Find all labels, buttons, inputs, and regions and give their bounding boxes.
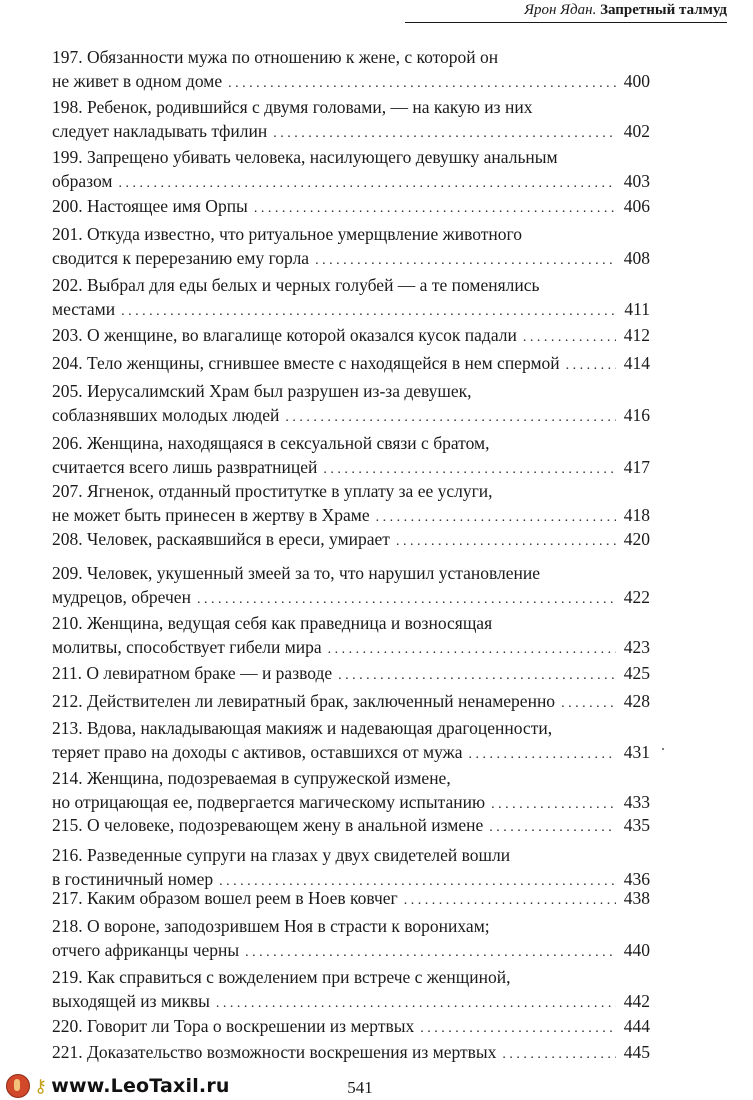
- toc-entry-page-number: 406: [623, 196, 650, 216]
- running-head-author: Ярон Ядан.: [524, 2, 597, 18]
- toc-entry[interactable]: [52, 966, 650, 1015]
- toc-entry[interactable]: [52, 528, 650, 554]
- toc-entry-last-line: [52, 791, 650, 817]
- toc-entry-page-number: 444: [623, 1016, 650, 1036]
- toc-entry-title-line: отчего африканцы черны: [52, 939, 240, 960]
- toc-entry-title-line: 217. Каким образом вошел реем в Ноев ковчег: [52, 888, 398, 908]
- toc-entry-page-number: 414: [623, 353, 650, 373]
- toc-entry-last-line: [52, 887, 650, 913]
- toc-entry[interactable]: [52, 562, 650, 611]
- toc-entry-page-number: 428: [623, 691, 650, 711]
- dot-leader: [489, 816, 616, 840]
- toc-entry-title-line: в гостиничный номер: [52, 868, 214, 889]
- toc-entry[interactable]: [52, 1015, 650, 1041]
- toc-entry-page-number: 442: [623, 990, 650, 1011]
- toc-entry[interactable]: [52, 887, 650, 913]
- toc-entry[interactable]: [52, 480, 650, 529]
- dot-leader: [228, 72, 616, 96]
- dot-leader: [315, 249, 616, 273]
- toc-entry-page-number: 436: [623, 868, 650, 889]
- toc-entry-title-line: мудрецов, обречен: [52, 586, 191, 607]
- toc-entry-title-line: 220. Говорит ли Тора о воскрешении из мертвых: [52, 1016, 415, 1036]
- dot-leader: [468, 743, 616, 767]
- watermark-site-link[interactable]: www.LeoTaxil.ru: [51, 1075, 230, 1097]
- toc-entry[interactable]: [52, 324, 650, 350]
- watermark-logo[interactable]: [6, 1074, 238, 1098]
- toc-entry[interactable]: [52, 1041, 650, 1067]
- toc-entry-title-line: 197. Обязанности мужа по отношению к жене, с которой он: [52, 47, 499, 67]
- toc-entry[interactable]: [52, 380, 650, 429]
- toc-entry[interactable]: [52, 814, 650, 840]
- toc-entry-page-number: 417: [623, 456, 650, 477]
- toc-entry-last-line: [52, 195, 650, 221]
- toc-entry-title-line: следует накладывать тфилин: [52, 120, 268, 141]
- toc-entry-title-line: 216. Разведенные супруги на глазах у двух свидетелей вошли: [52, 845, 511, 865]
- toc-entry-title-line: выходящей из миквы: [52, 990, 210, 1011]
- toc-entry-title-line: но отрицающая ее, подвергается магическому испытанию: [52, 791, 486, 812]
- dot-leader: [404, 889, 616, 913]
- dot-leader: [338, 664, 616, 688]
- toc-entry-title-line: теряет право на доходы с активов, оставшихся от мужа: [52, 741, 463, 762]
- toc-entry-page-number: 440: [623, 939, 650, 960]
- page-number: 541: [347, 1078, 373, 1097]
- toc-entry-title-line: 215. О человеке, подозревающем жену в анальной измене: [52, 815, 484, 835]
- toc-entry-title-line: 205. Иерусалимский Храм был разрушен из-за девушек,: [52, 381, 472, 401]
- toc-entry-page-number: 402: [623, 120, 650, 141]
- running-head: [405, 0, 727, 23]
- dot-leader: [502, 1043, 616, 1067]
- jester-badge-icon: [6, 1074, 30, 1098]
- toc-entry-last-line: [52, 814, 650, 840]
- toc-entry-last-line: [52, 120, 650, 146]
- key-icon: ⚷: [34, 1075, 48, 1096]
- running-head-title: Запретный талмуд: [600, 2, 727, 18]
- dot-leader: [254, 197, 616, 221]
- toc-entry-title-line: 201. Откуда известно, что ритуальное умерщвление животного: [52, 224, 523, 244]
- toc-entry-title-line: 206. Женщина, находящаяся в сексуальной связи с братом,: [52, 433, 490, 453]
- toc-entry-title-line: не может быть принесен в жертву в Храме: [52, 504, 370, 525]
- toc-entry-title-line: 199. Запрещено убивать человека, насилующего девушку анальным: [52, 147, 558, 167]
- toc-entry-page-number: 435: [623, 815, 650, 835]
- toc-entry-last-line: [52, 504, 650, 530]
- dot-leader: [566, 354, 616, 378]
- toc-entry-page-number: 438: [623, 888, 650, 908]
- toc-entry-title-line: 211. О левиратном браке — и разводе: [52, 663, 333, 683]
- toc-entry-last-line: [52, 741, 650, 767]
- toc-entry[interactable]: [52, 195, 650, 221]
- dot-leader: [216, 992, 616, 1016]
- dot-leader: [273, 122, 616, 146]
- dot-leader: [118, 172, 616, 196]
- toc-entry-title-line: 198. Ребенок, родившийся с двумя головами, — на какую из них: [52, 97, 533, 117]
- toc-entry[interactable]: [52, 146, 650, 195]
- toc-entry-title-line: 212. Действителен ли левиратный брак, заключенный ненамеренно: [52, 691, 556, 711]
- toc-entry-title-line: 213. Вдова, накладывающая макияж и надевающая драгоценности,: [52, 718, 553, 738]
- toc-entry-page-number: 445: [623, 1042, 650, 1062]
- dot-leader: [285, 406, 616, 430]
- toc-entry-page-number: 416: [623, 404, 650, 425]
- toc-entry-title-line: считается всего лишь развратницей: [52, 456, 318, 477]
- toc-entry-title-line: 200. Настоящее имя Орпы: [52, 196, 248, 216]
- toc-entry-last-line: [52, 352, 650, 378]
- toc-entry[interactable]: [52, 844, 650, 893]
- toc-entry-title-line: 207. Ягненок, отданный проститутке в уплату за ее услуги,: [52, 481, 493, 501]
- toc-entry-title-line: 218. О вороне, заподозрившем Ноя в страсти к воронихам;: [52, 916, 490, 936]
- toc-entry-page-number: 423: [623, 636, 650, 657]
- scan-speck: [662, 748, 664, 750]
- toc-entry-page-number: 418: [623, 504, 650, 525]
- toc-entry-title-line: 204. Тело женщины, сгнившее вместе с находящейся в нем спермой: [52, 353, 560, 373]
- toc-entry-last-line: [52, 1015, 650, 1041]
- toc-entry-title-line: соблазнявших молодых людей: [52, 404, 280, 425]
- dot-leader: [245, 941, 616, 965]
- toc-entry-last-line: [52, 170, 650, 196]
- toc-entry[interactable]: [52, 717, 650, 766]
- toc-entry[interactable]: [52, 274, 650, 323]
- toc-entry[interactable]: [52, 96, 650, 145]
- dot-leader: [376, 506, 616, 530]
- dot-leader: [328, 638, 616, 662]
- toc-entry-last-line: [52, 324, 650, 350]
- toc-entry-title-line: 203. О женщине, во влагалище которой оказался кусок падали: [52, 325, 517, 345]
- toc-entry[interactable]: [52, 46, 650, 95]
- dot-leader: [420, 1017, 616, 1041]
- toc-entry-page-number: 411: [624, 298, 650, 319]
- toc-entry-page-number: 431: [623, 741, 650, 762]
- toc-entry-last-line: [52, 298, 650, 324]
- toc-entry[interactable]: [52, 432, 650, 481]
- toc-entry[interactable]: [52, 223, 650, 272]
- toc-entry-last-line: [52, 247, 650, 273]
- toc-entry-title-line: 202. Выбрал для еды белых и черных голубей — а те поменялись: [52, 275, 540, 295]
- toc-entry-last-line: [52, 990, 650, 1016]
- toc-entry-title-line: 214. Женщина, подозреваемая в супружеской измене,: [52, 768, 451, 788]
- toc-entry-title-line: молитвы, способствует гибели мира: [52, 636, 322, 657]
- toc-entry-title-line: не живет в одном доме: [52, 70, 223, 91]
- toc-entry-title-line: местами: [52, 298, 116, 319]
- dot-leader: [561, 692, 616, 716]
- toc-entry-last-line: [52, 662, 650, 688]
- dot-leader: [523, 326, 616, 350]
- toc-entry[interactable]: [52, 690, 650, 716]
- toc-entry-title-line: 210. Женщина, ведущая себя как праведница и возносящая: [52, 613, 493, 633]
- toc-entry-title-line: 221. Доказательство возможности воскрешения из мертвых: [52, 1042, 497, 1062]
- toc-entry[interactable]: [52, 352, 650, 378]
- toc-entry-title-line: 208. Человек, раскаявшийся в ереси, умирает: [52, 529, 390, 549]
- toc-entry-page-number: 412: [623, 325, 650, 345]
- toc-entry-last-line: [52, 528, 650, 554]
- toc-entry[interactable]: [52, 767, 650, 816]
- toc-entry-last-line: [52, 690, 650, 716]
- toc-entry-last-line: [52, 1041, 650, 1067]
- toc-entry-page-number: 403: [623, 170, 650, 191]
- toc-entry-page-number: 400: [623, 70, 650, 91]
- dot-leader: [323, 458, 616, 482]
- toc-entry-page-number: 433: [623, 791, 650, 812]
- toc-entry-last-line: [52, 456, 650, 482]
- toc-entry-title-line: 209. Человек, укушенный змеей за то, что нарушил установление: [52, 563, 541, 583]
- toc-entry[interactable]: [52, 612, 650, 661]
- toc-entry-title-line: сводится к перерезанию ему горла: [52, 247, 310, 268]
- toc-entry-page-number: 422: [623, 586, 650, 607]
- toc-entry-last-line: [52, 404, 650, 430]
- dot-leader: [491, 793, 616, 817]
- toc-entry[interactable]: [52, 915, 650, 964]
- toc-entry-title-line: 219. Как справиться с вожделением при встрече с женщиной,: [52, 967, 511, 987]
- dot-leader: [197, 588, 616, 612]
- toc-entry[interactable]: [52, 662, 650, 688]
- toc-entry-last-line: [52, 586, 650, 612]
- toc-entry-title-line: образом: [52, 170, 113, 191]
- toc-entry-last-line: [52, 636, 650, 662]
- toc-entry-last-line: [52, 939, 650, 965]
- toc-entry-page-number: 425: [623, 663, 650, 683]
- dot-leader: [396, 530, 616, 554]
- toc-entry-last-line: [52, 70, 650, 96]
- toc-entry-page-number: 420: [623, 529, 650, 549]
- toc-entry-page-number: 408: [623, 247, 650, 268]
- dot-leader: [121, 300, 616, 324]
